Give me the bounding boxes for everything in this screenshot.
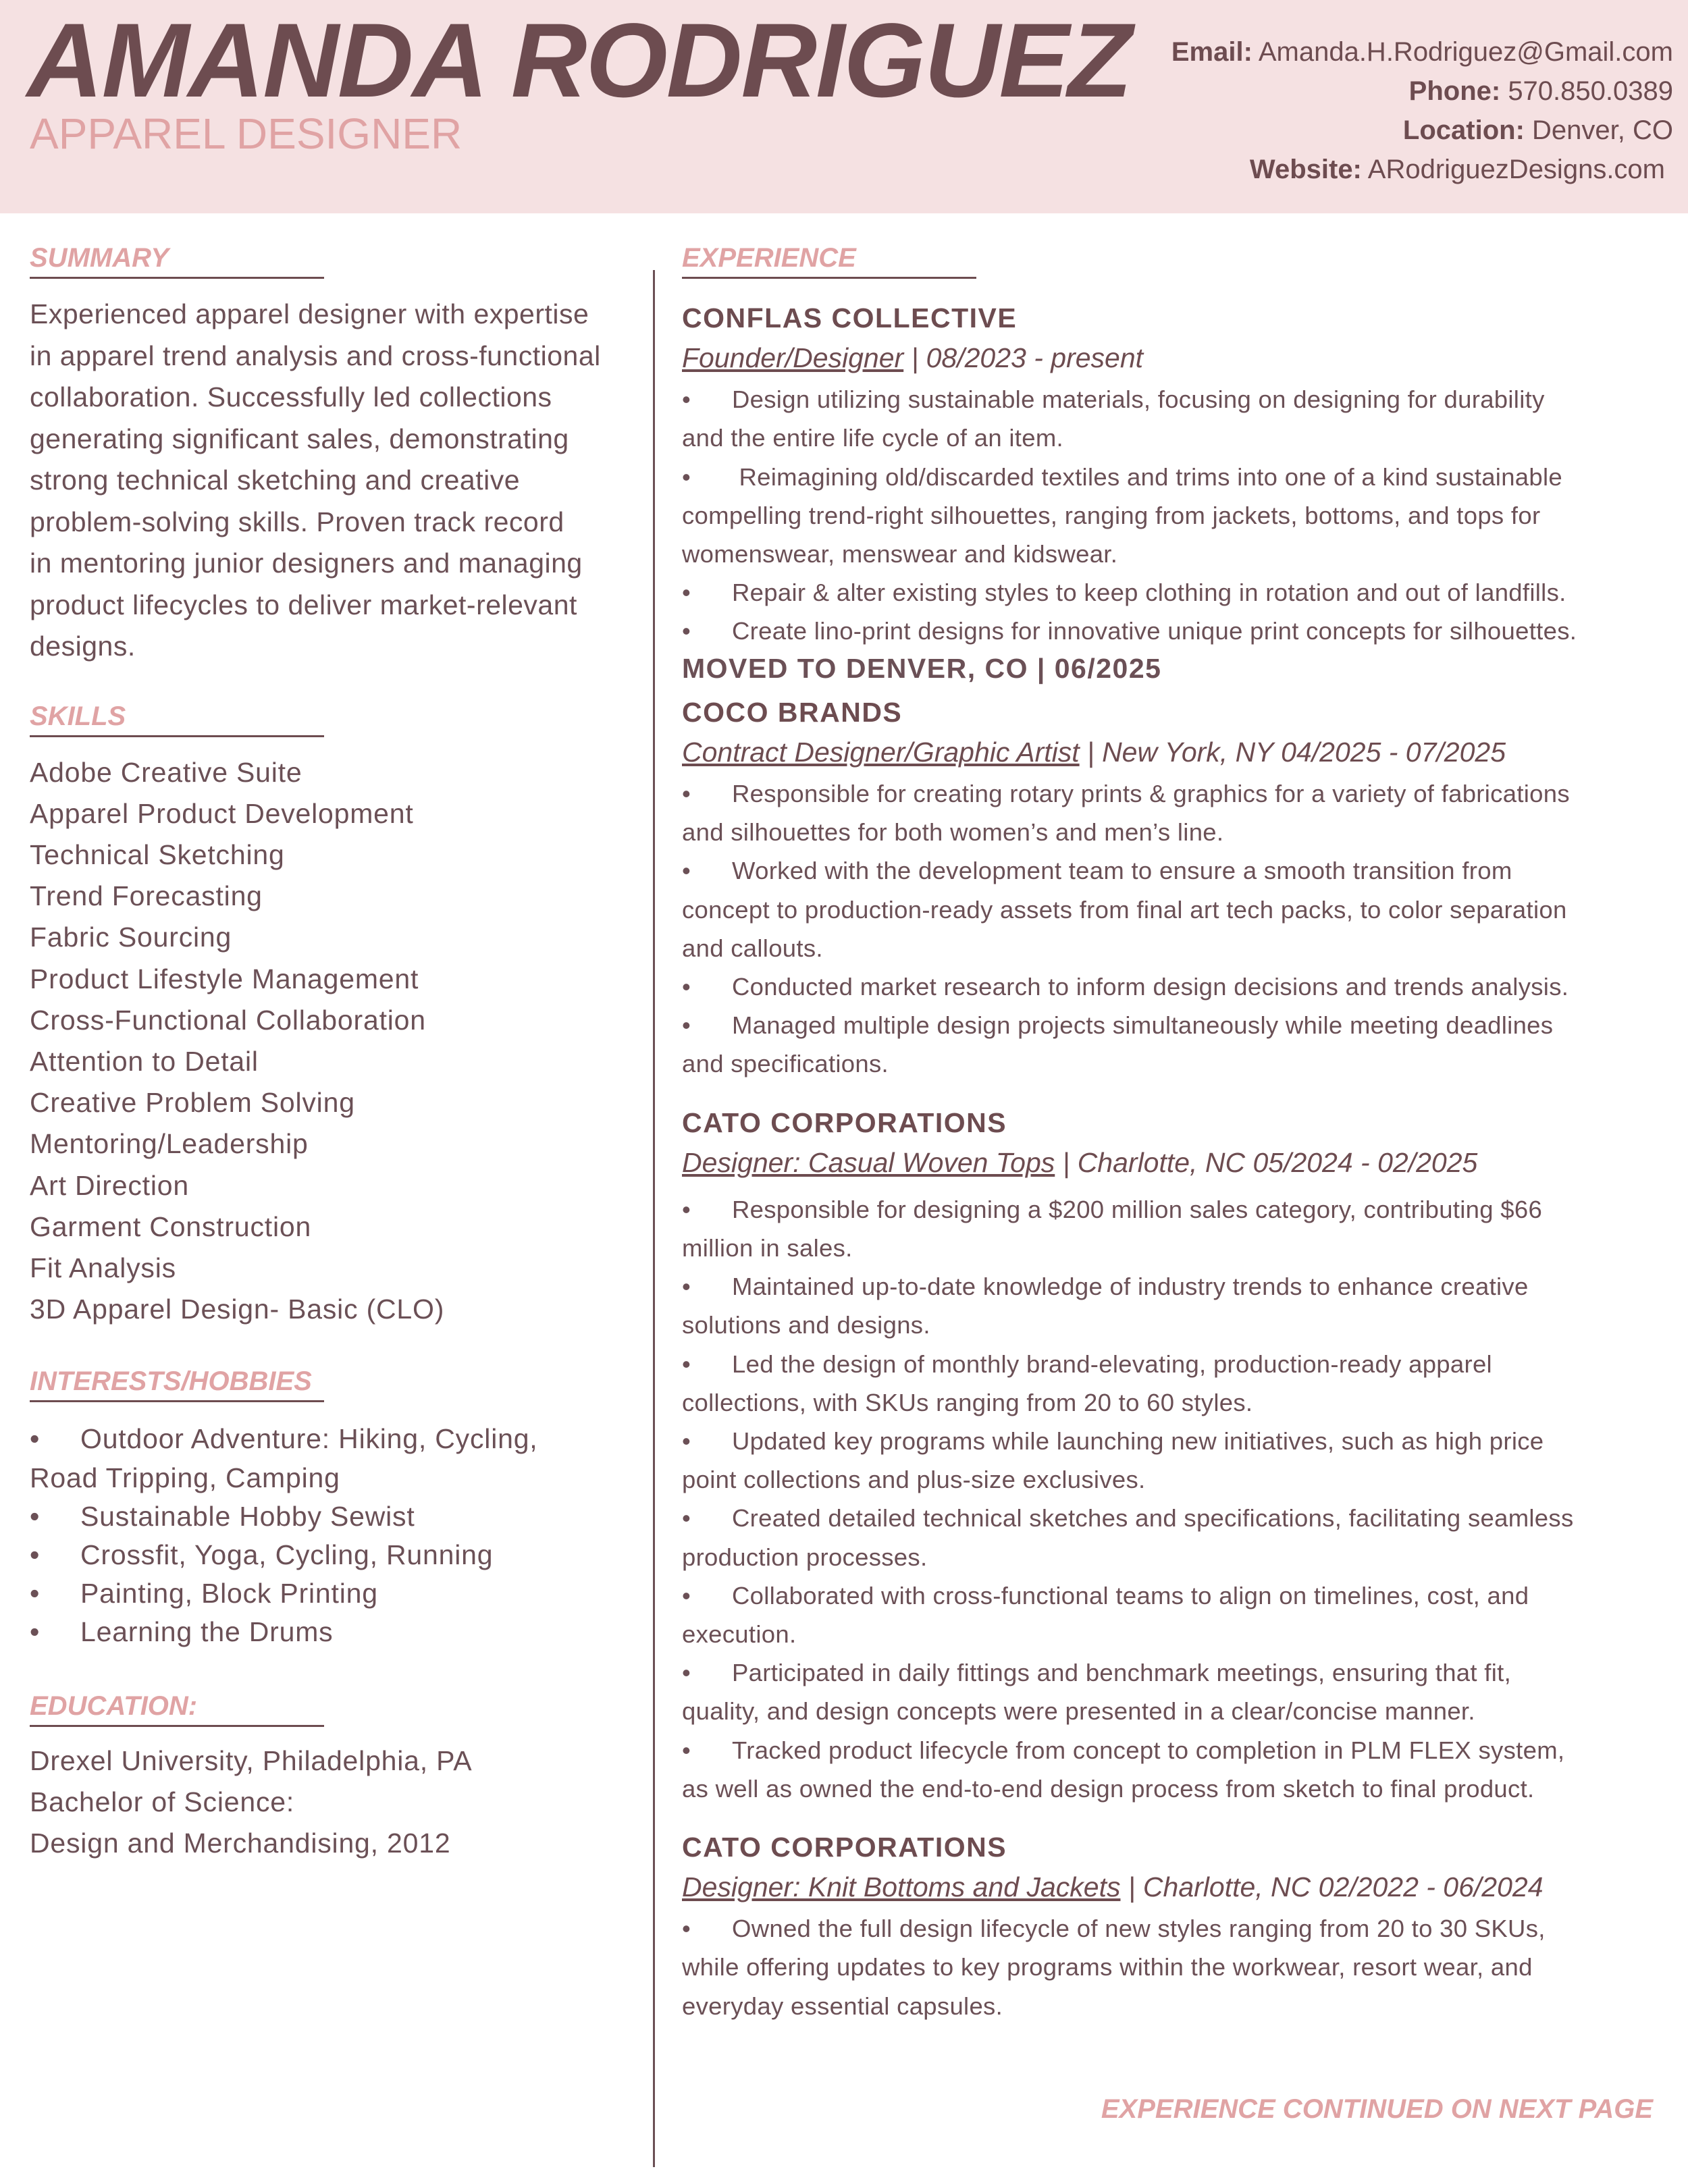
job-title: APPAREL DESIGNER: [30, 109, 463, 158]
interest-item: • Learning the Drums: [30, 1613, 637, 1651]
location-value: Denver, CO: [1532, 115, 1673, 145]
interest-item: • Crossfit, Yoga, Cycling, Running: [30, 1536, 637, 1574]
bullet-item: • Create lino-print designs for innovative unique print concepts for silhouettes.: [682, 612, 1668, 650]
job-details: | New York, NY 04/2025 - 07/2025: [1079, 736, 1506, 768]
bullet-item: • Maintained up-to-date knowledge of industry trends to enhance creative: [682, 1267, 1668, 1306]
job-role: [682, 1872, 1668, 1902]
skill-item: 3D Apparel Design- Basic (CLO): [30, 1294, 445, 1325]
bullet-item: • Conducted market research to inform design decisions and trends analysis.: [682, 967, 1668, 1006]
position-title: Designer: Knit Bottoms and Jackets: [682, 1871, 1121, 1903]
job-entry: [682, 697, 1668, 1084]
job-bullets: [682, 1190, 1668, 1808]
bullet-item: • Responsible for designing a $200 million sales category, contributing $66: [682, 1190, 1668, 1229]
bullet-item: • Reimagining old/discarded textiles and trims into one of a kind sustainable: [682, 458, 1668, 496]
bullet-continuation: as well as owned the end-to-end design process from sketch to final product.: [682, 1774, 1535, 1803]
position-title: Contract Designer/Graphic Artist: [682, 736, 1080, 768]
summary-line: collaboration. Successfully led collections: [30, 381, 552, 412]
bullet-continuation: production processes.: [682, 1543, 928, 1571]
bullet-continuation: everyday essential capsules.: [682, 1992, 1003, 2020]
summary-line: problem-solving skills. Proven track record: [30, 506, 564, 537]
bullet-continuation: womenswear, menswear and kidswear.: [682, 540, 1118, 568]
job-entry: [682, 1108, 1668, 1808]
job-role: [682, 1148, 1668, 1178]
left-column: [30, 243, 637, 1864]
bullet-continuation: million in sales.: [682, 1233, 853, 1262]
job-bullets: [682, 380, 1668, 650]
skill-item: Fit Analysis: [30, 1252, 176, 1283]
bullet-continuation: concept to production-ready assets from final art tech packs, to color separation: [682, 895, 1567, 924]
summary-line: generating significant sales, demonstrating: [30, 423, 569, 454]
skill-item: Cross-Functional Collaboration: [30, 1004, 426, 1036]
bullet-continuation: collections, with SKUs ranging from 20 to 60 styles.: [682, 1388, 1253, 1416]
skill-item: Garment Construction: [30, 1210, 312, 1242]
education-heading: EDUCATION:: [30, 1691, 324, 1727]
job-bullets: [682, 774, 1668, 1084]
company-name: CATO CORPORATIONS: [682, 1107, 1007, 1138]
interest-continuation: Road Tripping, Camping: [30, 1462, 340, 1493]
interest-item: • Sustainable Hobby Sewist: [30, 1497, 637, 1536]
interests-heading: INTERESTS/HOBBIES: [30, 1366, 324, 1402]
company-name: COCO BRANDS: [682, 696, 903, 728]
contact-info: [1171, 32, 1673, 189]
bullet-item: • Responsible for creating rotary prints & graphics for a variety of fabrications: [682, 774, 1668, 813]
bullet-item: • Design utilizing sustainable materials, focusing on designing for durability: [682, 380, 1668, 419]
bullet-item: • Led the design of monthly brand-elevating, production-ready apparel: [682, 1345, 1668, 1383]
bullet-continuation: compelling trend-right silhouettes, ranging from jackets, bottoms, and tops for: [682, 501, 1541, 529]
bullet-item: • Created detailed technical sketches and specifications, facilitating seamless: [682, 1499, 1668, 1537]
bullet-continuation: solutions and designs.: [682, 1311, 930, 1339]
contact-label: Phone:: [1408, 76, 1501, 106]
bullet-item: • Updated key programs while launching new initiatives, such as high price: [682, 1422, 1668, 1460]
bullet-item: • Owned the full design lifecycle of new styles ranging from 20 to 30 SKUs,: [682, 1909, 1668, 1948]
job-bullets: [682, 1909, 1668, 2025]
bullet-item: • Repair & alter existing styles to keep clothing in rotation and out of landfills.: [682, 573, 1668, 612]
contact-phone: [1171, 72, 1673, 111]
interests-list: [30, 1420, 637, 1458]
bullet-item: • Worked with the development team to ensure a smooth transition from: [682, 851, 1668, 890]
relocation-note: MOVED TO DENVER, CO | 06/2025: [682, 652, 1162, 684]
interests-list-continued: [30, 1497, 637, 1652]
skill-item: Creative Problem Solving: [30, 1087, 355, 1119]
skill-item: Apparel Product Development: [30, 797, 414, 829]
bullet-item: • Tracked product lifecycle from concept to completion in PLM FLEX system,: [682, 1731, 1668, 1769]
skills-heading: SKILLS: [30, 701, 324, 737]
job-details: | 08/2023 - present: [903, 342, 1144, 374]
skill-item: Technical Sketching: [30, 838, 285, 870]
continued-note: EXPERIENCE CONTINUED ON NEXT PAGE: [1101, 2094, 1653, 2124]
website-value[interactable]: ARodriguezDesigns.com: [1367, 155, 1665, 184]
job-details: | Charlotte, NC 02/2022 - 06/2024: [1120, 1871, 1544, 1903]
summary-line: strong technical sketching and creative: [30, 464, 521, 496]
education-line: Bachelor of Science:: [30, 1786, 295, 1817]
contact-label: Email:: [1171, 37, 1252, 67]
summary-line: product lifecycles to deliver market-relevant: [30, 589, 577, 620]
skill-item: Mentoring/Leadership: [30, 1128, 309, 1160]
phone-value: 570.850.0389: [1508, 76, 1673, 106]
summary-text: [30, 294, 637, 668]
resume-header: [0, 0, 1688, 213]
bullet-item: • Managed multiple design projects simultaneously while meeting deadlines: [682, 1006, 1668, 1044]
contact-email: [1171, 32, 1673, 72]
job-details: | Charlotte, NC 05/2024 - 02/2025: [1055, 1146, 1478, 1178]
summary-line: in apparel trend analysis and cross-functional: [30, 340, 601, 371]
position-title: Founder/Designer: [682, 342, 904, 374]
interest-item: • Outdoor Adventure: Hiking, Cycling,: [30, 1420, 637, 1458]
job-entry: [682, 303, 1668, 651]
experience-heading: EXPERIENCE: [682, 243, 976, 279]
education-line: Drexel University, Philadelphia, PA: [30, 1744, 473, 1776]
summary-line: designs.: [30, 631, 136, 662]
skill-item: Attention to Detail: [30, 1045, 259, 1077]
skill-item: Adobe Creative Suite: [30, 756, 302, 788]
position-title: Designer: Casual Woven Tops: [682, 1146, 1055, 1178]
bullet-item: • Participated in daily fittings and benchmark meetings, ensuring that fit,: [682, 1653, 1668, 1692]
education-text: [30, 1740, 637, 1864]
bullet-item: • Collaborated with cross-functional teams to align on timelines, cost, and: [682, 1576, 1668, 1615]
bullet-continuation: and callouts.: [682, 934, 823, 962]
company-name: CATO CORPORATIONS: [682, 1831, 1007, 1863]
summary-heading: SUMMARY: [30, 243, 324, 279]
right-column: [682, 243, 1668, 2025]
applicant-name: AMANDA RODRIGUEZ: [27, 2, 1131, 119]
contact-location: [1171, 111, 1673, 150]
education-line: Design and Merchandising, 2012: [30, 1827, 451, 1859]
bullet-continuation: and silhouettes for both women’s and men’s line.: [682, 818, 1224, 847]
column-divider: [653, 270, 655, 2167]
contact-label: Website:: [1249, 155, 1362, 184]
bullet-continuation: execution.: [682, 1620, 797, 1648]
skill-item: Art Direction: [30, 1169, 189, 1201]
job-entry: [682, 1832, 1668, 2025]
skill-item: Trend Forecasting: [30, 880, 263, 912]
bullet-continuation: point collections and plus-size exclusives.: [682, 1466, 1146, 1494]
email-value[interactable]: Amanda.H.Rodriguez@Gmail.com: [1258, 37, 1673, 67]
interest-item: • Painting, Block Printing: [30, 1574, 637, 1613]
bullet-continuation: and the entire life cycle of an item.: [682, 424, 1063, 452]
skills-list: [30, 752, 637, 1331]
bullet-continuation: while offering updates to key programs within the workwear, resort wear, and: [682, 1953, 1533, 1981]
summary-line: in mentoring junior designers and managing: [30, 548, 583, 579]
skill-item: Product Lifestyle Management: [30, 963, 419, 994]
contact-label: Location:: [1402, 115, 1525, 145]
contact-website: [1171, 150, 1665, 189]
job-role: [682, 737, 1668, 768]
company-name: CONFLAS COLLECTIVE: [682, 302, 1018, 334]
skill-item: Fabric Sourcing: [30, 922, 232, 953]
bullet-continuation: and specifications.: [682, 1050, 889, 1078]
summary-line: Experienced apparel designer with expertise: [30, 298, 589, 329]
bullet-continuation: quality, and design concepts were presented in a clear/concise manner.: [682, 1697, 1475, 1726]
job-role: [682, 343, 1668, 373]
